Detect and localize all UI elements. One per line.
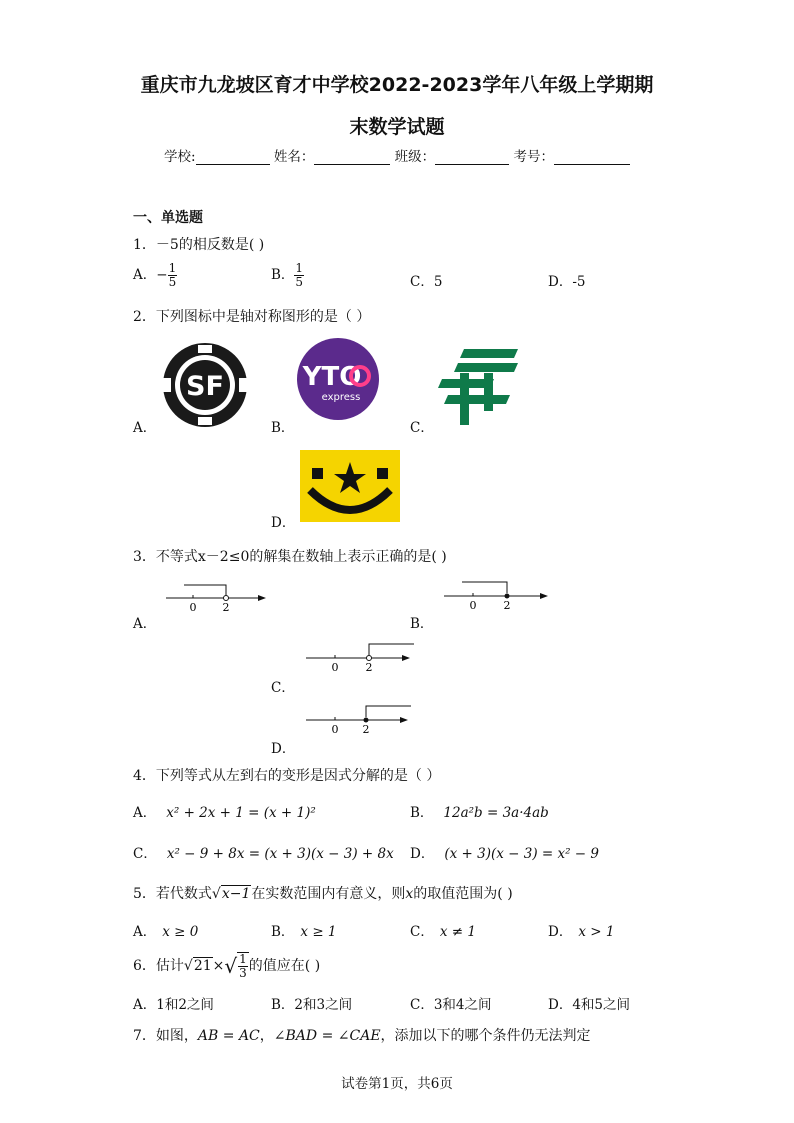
sf-express-logo <box>160 342 250 428</box>
svg-text:0: 0 <box>331 723 339 736</box>
svg-text:0: 0 <box>189 601 197 614</box>
svg-text:2: 2 <box>362 723 370 736</box>
page-title-line1: 重庆市九龙坡区育才中学校2022-2023学年八年级上学期期 <box>140 74 654 96</box>
q4-option-a: A． x² + 2x + 1 = (x + 1)² <box>133 805 316 821</box>
school-blank[interactable] <box>196 150 270 165</box>
q3-number-line-a <box>162 580 270 616</box>
q1-option-d: D．-5 <box>548 274 586 290</box>
q1-option-a: A．− $\frac{1}{5}$ <box>133 261 177 289</box>
svg-text:2: 2 <box>365 661 373 674</box>
q3-number-line-c <box>302 640 416 676</box>
q2-option-c: C． <box>410 420 434 436</box>
svg-text:2: 2 <box>503 599 511 612</box>
q6-stem: 6．估计√21×√ $\frac{1}{3}$ 的值应在( ) <box>133 952 321 980</box>
q6-option-c: C．3和4之间 <box>410 997 492 1013</box>
page-title-line2: 末数学试题 <box>349 116 445 138</box>
q3-option-a: A． <box>133 616 157 632</box>
svg-text:YTO: YTO <box>302 362 362 392</box>
svg-text:2: 2 <box>222 601 230 614</box>
q4-stem: 4．下列等式从左到右的变形是因式分解的是（ ） <box>133 768 441 784</box>
q2-stem: 2．下列图标中是轴对称图形的是（ ） <box>133 309 371 325</box>
q5-stem: 5．若代数式√x−1在实数范围内有意义，则x的取值范围为( ) <box>133 886 513 902</box>
exam-number-blank[interactable] <box>554 150 630 165</box>
q5-option-d: D． x > 1 <box>548 924 615 940</box>
student-info-row <box>0 145 794 165</box>
q6-fraction: $\frac{1}{3}$ <box>239 952 247 980</box>
q2-option-a: A． <box>133 420 157 436</box>
q3-option-c: C． <box>271 680 295 696</box>
q4-option-b: B． 12a²b = 3a·4ab <box>410 805 549 821</box>
q3-option-d: D． <box>271 741 296 757</box>
q6-option-a: A．1和2之间 <box>133 997 214 1013</box>
q3-option-b: B． <box>410 616 434 632</box>
q3-stem: 3．不等式x－2≤0的解集在数轴上表示正确的是( ) <box>133 549 447 565</box>
q1-option-c: C．5 <box>410 274 443 290</box>
q6-option-b: B．2和3之间 <box>271 997 353 1013</box>
q5-radical: x−1 <box>221 886 251 902</box>
svg-text:SF: SF <box>186 371 224 402</box>
svg-text:0: 0 <box>331 661 339 674</box>
q4-option-d: D． (x + 3)(x − 3) = x² − 9 <box>410 846 599 862</box>
svg-text:0: 0 <box>469 599 477 612</box>
school-label: 学校: <box>164 149 196 165</box>
section-title: 一、单选题 <box>133 210 203 226</box>
q3-number-line-d <box>302 702 416 738</box>
yto-express-logo <box>297 338 379 420</box>
exam-number-label: 考号： <box>513 149 554 165</box>
china-post-logo <box>434 347 520 427</box>
q5-option-a: A． x ≥ 0 <box>133 924 199 940</box>
q2-option-d: D． <box>271 515 296 531</box>
smile-logo <box>300 450 400 522</box>
q1-option-b: B． $\frac{1}{5}$ <box>271 261 304 289</box>
class-label: 班级： <box>394 149 436 165</box>
q3-number-line-b <box>440 578 554 614</box>
q6-option-d: D．4和5之间 <box>548 997 631 1013</box>
q6-radical: 21 <box>193 958 212 974</box>
q1-stem: 1．－5的相反数是( ) <box>133 237 265 253</box>
q1-fraction-b: $\frac{1}{5}$ <box>295 261 304 289</box>
page-footer: 试卷第1页，共6页 <box>341 1076 453 1092</box>
q2-option-b: B． <box>271 420 295 436</box>
name-label: 姓名： <box>273 149 315 165</box>
q4-option-c: C． x² − 9 + 8x = (x + 3)(x − 3) + 8x <box>133 846 394 862</box>
q7-stem: 7．如图，AB = AC，∠BAD = ∠CAE，添加以下的哪个条件仍无法判定 <box>133 1028 591 1044</box>
svg-text:express: express <box>321 392 361 403</box>
name-blank[interactable] <box>314 150 390 165</box>
class-blank[interactable] <box>435 150 509 165</box>
q1-fraction-a: $\frac{1}{5}$ <box>168 261 177 289</box>
q5-option-c: C． x ≠ 1 <box>410 924 476 940</box>
q5-option-b: B． x ≥ 1 <box>271 924 337 940</box>
